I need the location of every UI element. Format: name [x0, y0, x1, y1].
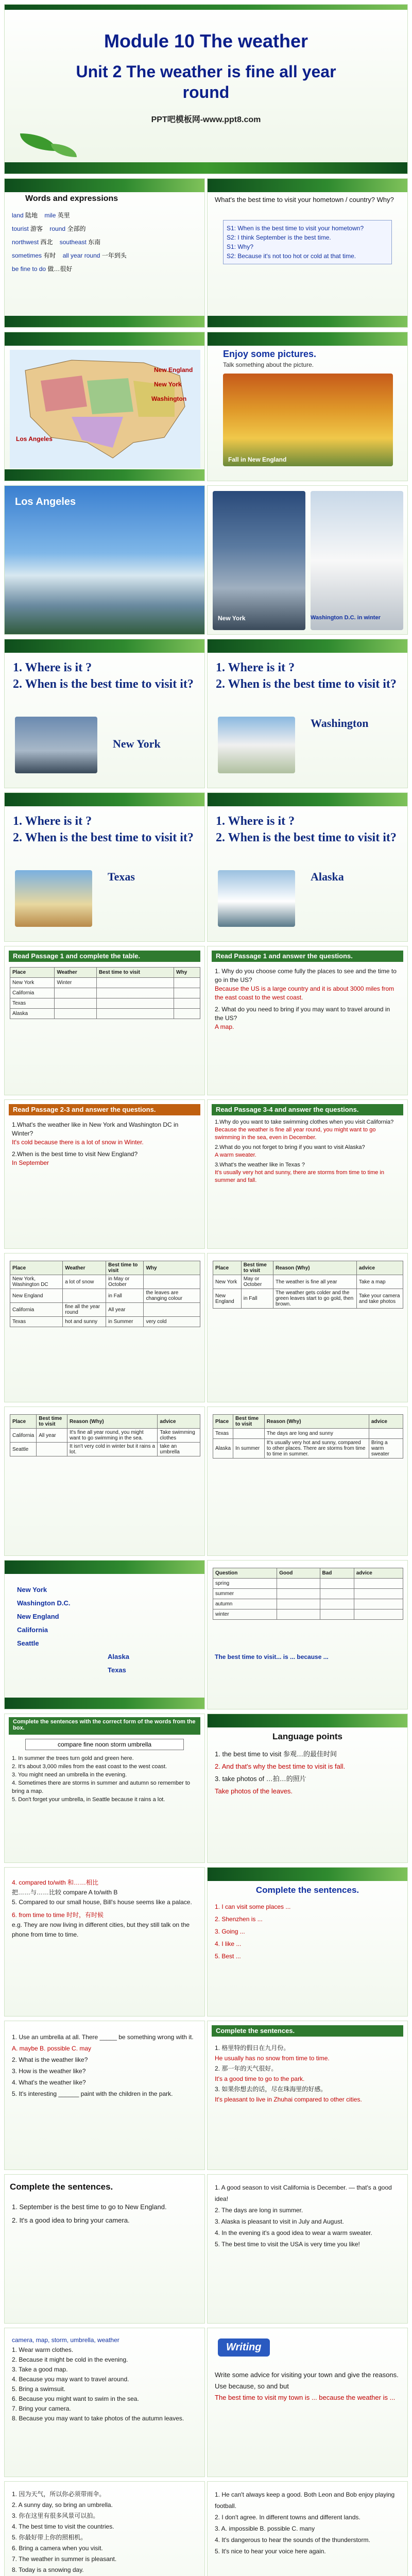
slide-complete-sentences-1: [207, 1867, 408, 2016]
slide-band: [208, 332, 407, 346]
leaf-decoration: [20, 133, 56, 151]
table-row: Texas hot and sunny in Summer very cold: [10, 1317, 200, 1327]
slide-summary-table-3: [4, 1406, 205, 1556]
advice-list: camera, map, storm, umbrella, weather 1. Wear warm clothes. 2. Because it might be cold in the evening. 3. Take a good map. 4. Because you may want to travel around. 5. Bring a swimsuit. 6. Because you might want to swim in the sea. 7. Bring your camera. 8. Because you may want to take photos of the autumn leaves.: [12, 2336, 184, 2422]
places-list: [17, 1583, 71, 1650]
table-footer: The best time to visit... is ... because ...: [215, 1653, 329, 1660]
exercise-list: 1. Use an umbrella at all. There _____ be something wrong with it. A. maybe B. possible C. may 2. What is the weather like? 3. How is the weather like? 4. What's the weather like? 5. It's interesting ______ paint with the children in the park.: [12, 2033, 194, 2097]
slide-band: [208, 793, 407, 806]
slide-fill-in: [207, 2174, 408, 2324]
slide-complete-sentences-3: [4, 2174, 205, 2324]
slide-subtitle: Unit 2 The weather is fine all year round: [76, 62, 336, 101]
dialog-line: S1: Why?: [227, 243, 254, 250]
slide-band: [5, 332, 204, 346]
language-list: 1. the best time to visit 参观…的最佳时间 2. And that's why the best time to visit is fall. 3. take photos of …拍…的照片 Take photos of the leaves.: [215, 1750, 346, 1795]
ny-skyline-photo: [15, 717, 97, 773]
qa-block: [215, 967, 400, 1031]
col-header: Weather: [55, 968, 96, 978]
answer-caption: Washington: [311, 717, 369, 730]
answer-caption: Alaska: [311, 870, 344, 883]
vocab-heading: Words and expressions: [25, 194, 118, 203]
season-table: Question Good Bad advice spring summer autumn winter: [213, 1568, 403, 1620]
slide-band: [5, 793, 204, 806]
exercise-list: 1. He can't always keep a good. Both Leon and Bob enjoy playing football. 2. I don't agree. In different towns and different lands. 3. A. impossible B. possible C. many 4. It's dangerous to hear the sounds of the thunderstorm. 5. It's nice to hear your voice here again.: [215, 2491, 395, 2555]
slide-vocabulary: [4, 178, 205, 328]
translation-list: 1. 因为天气，所以你必须带雨伞。 2. A sunny day, so bring an umbrella. 3. 你在这里有很多风景可以拍。 4. The best time to visit the countries. 5. 你最好带上你的照相机。 6. Bring a camera when you visit. 7. The weather in summer is pleasant. 8. Today is a snowing day.: [12, 2490, 117, 2573]
question-2: 2. When is the best time to visit it?: [216, 831, 397, 844]
vocab-list: [12, 209, 197, 276]
question-1: 1. Where is it ?: [216, 815, 295, 828]
table-row: spring: [213, 1579, 403, 1589]
slide-title: Module 10 The weather: [104, 30, 308, 52]
answer-caption: Texas: [108, 870, 135, 883]
slide-q-washington: [207, 639, 408, 788]
table-row: Seattle It isn't very cold in winter but it rains a lot. take an umbrella: [10, 1443, 200, 1456]
slide-band: [5, 179, 204, 192]
table-row: Alaska In summer It's usually very hot and sunny, compared to other places. There are storms from time to time in summer. Bring a warm sweater: [213, 1439, 403, 1459]
slide-pictures: [207, 332, 408, 481]
map-label-new-york: New York: [154, 381, 182, 388]
table-row: Alaska: [10, 1009, 200, 1019]
photo-caption: Los Angeles: [15, 496, 76, 507]
question-1: 1. Where is it ?: [216, 661, 295, 674]
task-banner: Complete the sentences with the correct form of the words from the box.: [9, 1717, 200, 1735]
map-state: [41, 376, 87, 412]
slide-band: [5, 469, 204, 481]
table-row: winter: [213, 1609, 403, 1620]
table-row: California fine all the year round All year: [10, 1303, 200, 1317]
table-row: New England in Fall The weather gets colder and the green leaves start to go gold, then brown. Take your camera and take photos: [213, 1289, 403, 1309]
slide-exercise-2: [207, 2481, 408, 2576]
question-line: 3.What's the weather like in Texas ?: [215, 1162, 305, 1168]
slide-band: [5, 639, 204, 653]
task-banner: Read Passage 2-3 and answer the questions.: [9, 1104, 200, 1115]
alaska-photo: [218, 870, 295, 927]
section-banner: Complete the sentences.: [212, 2025, 403, 2037]
vocab-row: sometimes 有时 all year round 一年到头: [12, 252, 127, 259]
photo-caption: Fall in New England: [228, 456, 287, 463]
autumn-photo: [223, 374, 393, 466]
slide-summary-table-4: [207, 1406, 408, 1556]
washington-caption: Washington D.C. in winter: [311, 615, 381, 621]
title-slide: [4, 4, 408, 174]
discussion-heading: What's the best time to visit your hometown / country? Why?: [215, 196, 394, 204]
vocab-row: tourist 游客 round 全部的: [12, 225, 86, 232]
slide-places-list: [4, 1560, 205, 1709]
summary-table: Place Best time to visit Reason (Why) advice Texas The days are long and sunny Alaska In summer It's usually very hot and sunny, compared to other places. There are storms from time to time in summer. Bring a warm sweater: [213, 1414, 403, 1459]
question-2: 2. When is the best time to visit it?: [216, 677, 397, 691]
writing-text: Write some advice for visiting your town and give the reasons. Use because, so and but The best time to visit my town is ... because the weather is ...: [215, 2371, 399, 2401]
site-watermark: PPT吧模板网-www.ppt8.com: [151, 115, 261, 124]
dialog-line: S1: When is the best time to visit your hometown?: [227, 225, 364, 232]
weather-table: [10, 967, 200, 1019]
map-state: [87, 378, 133, 414]
list-item: Texas: [108, 1666, 126, 1674]
table-row: autumn: [213, 1599, 403, 1609]
answer-line: A warm sweater.: [215, 1152, 256, 1158]
slide-advice-list: [4, 2328, 205, 2477]
vocab-row: be fine to do 做…很好: [12, 265, 73, 273]
dialog-box: [223, 220, 392, 264]
question-line: 2. What do you need to bring if you may want to travel around in the US?: [215, 1006, 390, 1022]
table-row: New York May or October The weather is fine all year Take a map: [213, 1275, 403, 1289]
slide-band: [208, 179, 407, 192]
vocab-row: northwest 西北 southeast 东南: [12, 239, 101, 246]
vocab-row: land 陆地 mile 英里: [12, 212, 70, 219]
dialog-line: S2: Because it's not too hot or cold at that time.: [227, 252, 356, 260]
list-item: New York: [17, 1586, 47, 1594]
slide-los-angeles: [4, 485, 205, 635]
language-heading: Language points: [272, 1732, 342, 1741]
answer-line: In September: [12, 1159, 49, 1166]
summary-table: Place Best time to visit Reason (Why) advice California All year It's fine all year round, you might want to go swimming in the sea. Take swimming clothes Seattle It isn't very cold in winter but it rains a lot. take an umbrella: [10, 1414, 200, 1456]
answer-line: It's usually very hot and sunny, there are storms from time to time in summer and fall.: [215, 1170, 384, 1183]
task-banner: Read Passage 3-4 and answer the questions.: [212, 1104, 403, 1115]
slide-complete-sentences-2: [207, 2021, 408, 2170]
pictures-sub: Talk something about the picture.: [223, 361, 314, 368]
ny-caption: New York: [218, 615, 246, 622]
question-line: 1. Why do you choose come fully the places to see and the time to go in the US?: [215, 968, 397, 984]
answer-caption: New York: [113, 737, 161, 750]
slide-summary-table-1: [4, 1253, 205, 1402]
leaf-decoration: [51, 144, 77, 157]
slide-compared-to: [4, 1867, 205, 2016]
table-row: New York, Washington DC a lot of snow in May or October: [10, 1275, 200, 1289]
task-banner: Read Passage 1 and answer the questions.: [212, 951, 403, 962]
section-heading: Complete the sentences.: [10, 2182, 113, 2192]
slide-passage1-questions: [207, 946, 408, 1095]
answer-line: A map.: [215, 1023, 234, 1030]
sentence-list: 1. September is the best time to go to New England. 2. It's a good idea to bring your camera.: [12, 2203, 167, 2224]
ny-photo: [213, 491, 305, 630]
slide-season-table: [207, 1560, 408, 1709]
sentence-list: 1. In summer the trees turn gold and green here. 2. It's about 3,000 miles from the east coast to the west coast. 3. You might need an umbrella in the evening. 4. Sometimes there are storms in summer and autumn so remember to bring a map. 5. Don't forget your umbrella, in Seattle because it rains a lot.: [12, 1755, 191, 1803]
slide-band: [208, 1868, 407, 1881]
col-header: Why: [174, 968, 200, 978]
pictures-heading: Enjoy some pictures.: [223, 349, 317, 359]
question-line: 2.When is the best time to visit New England?: [12, 1150, 138, 1158]
slide-band: [208, 639, 407, 653]
question-1: 1. Where is it ?: [13, 815, 92, 828]
slide-translation: [4, 2481, 205, 2576]
table-row: California All year It's fine all year round, you might want to go swimming in the sea. Take swimming clothes: [10, 1429, 200, 1443]
answer-line: Because the weather is fine all year round, you might want to go swimming in the sea, even in December.: [215, 1127, 376, 1141]
slide-band: [5, 1561, 204, 1574]
qa-block: [215, 1118, 400, 1184]
question-2: 2. When is the best time to visit it?: [13, 831, 194, 844]
list-item: California: [17, 1626, 48, 1634]
list-item: New England: [17, 1613, 59, 1620]
slide-summary-table-2: [207, 1253, 408, 1402]
col-header: Best time to visit: [96, 968, 174, 978]
writing-badge: Writing: [218, 2338, 270, 2357]
slide-writing: [207, 2328, 408, 2477]
question-line: 2.What do you not forget to bring if you want to visit Alaska?: [215, 1144, 365, 1150]
slide-band: [5, 1698, 204, 1709]
slide-band: [5, 316, 204, 327]
washington-photo: [311, 491, 403, 630]
sentence-list: 1. A good season to visit California is December. — that's a good idea! 2. The days are long in summer. 3. Alaska is pleasant to visit in July and August. 4. In the evening it's a good idea to wear a warm sweater. 5. The best time to visit the USA is very time you like!: [215, 2184, 392, 2248]
slide-exercise-1: [4, 2021, 205, 2170]
list-item: Washington D.C.: [17, 1599, 71, 1607]
slide-language-points: [207, 1714, 408, 1863]
section-heading: Complete the sentences.: [255, 1885, 359, 1895]
list-item: Seattle: [17, 1639, 39, 1647]
question-line: 1.What's the weather like in New York and Washington DC in Winter?: [12, 1121, 179, 1137]
slide-table-task: [4, 946, 205, 1095]
slide-word-box: [4, 1714, 205, 1863]
sentence-list: 1. I can visit some places ... 2. Shenzhen is ... 3. Going ... 4. I like ... 5. Best ...: [215, 1903, 291, 1960]
answer-line: It's cold because there is a lot of snow in Winter.: [12, 1139, 144, 1146]
table-row: New York Winter: [10, 978, 200, 988]
slide-q-alaska: [207, 792, 408, 942]
slide-passage3-questions: [207, 1099, 408, 1249]
la-photo: [5, 486, 205, 635]
slide-passage2-questions: [4, 1099, 205, 1249]
slide-band: [208, 1714, 407, 1727]
table-row: California: [10, 988, 200, 998]
slide-discussion: [207, 178, 408, 328]
task-banner: Read Passage 1 and complete the table.: [9, 951, 200, 962]
table-row: summer: [213, 1589, 403, 1599]
map-label-washington: Washington: [151, 395, 187, 402]
question-2: 2. When is the best time to visit it?: [13, 677, 194, 691]
answer-line: Because the US is a large country and it is about 3000 miles from the east coast to the west coast.: [215, 985, 394, 1001]
slide-us-map: [4, 332, 205, 481]
dialog-line: S2: I think September is the best time.: [227, 234, 331, 241]
question-1: 1. Where is it ?: [13, 661, 92, 674]
map-label-los-angeles: Los Angeles: [16, 435, 53, 443]
word-box: compare fine noon storm umbrella: [25, 1739, 184, 1750]
slide-ny-washington: [207, 485, 408, 635]
texas-photo: [15, 870, 92, 927]
sentence-list: 1. 格里特的假日在九月份。 He usually has no snow from time to time. 2. 那一年的天气很好。 It's a good time to go to the park. 3. 如果你想去的话，尽在珠海里的好感。 It's pleasant to live in Zhuhai compared to other cities.: [215, 2044, 362, 2103]
capitol-photo: [218, 717, 295, 773]
slide-q-new-york: [4, 639, 205, 788]
summary-table: Place Best time to visit Reason (Why) advice New York May or October The weather is fine all year Take a map New England in Fall The weather gets colder and the green leaves start to go gold, then brown. Take your camera and take photos: [213, 1261, 403, 1309]
title-band: [5, 5, 407, 10]
table-row: Texas: [10, 998, 200, 1009]
map-label-new-england: New England: [154, 366, 193, 374]
slide-band: [208, 316, 407, 327]
slide-q-texas: [4, 792, 205, 942]
question-line: 1.Why do you want to take swimming clothes when you visit California?: [215, 1119, 394, 1125]
col-header: Place: [10, 968, 55, 978]
list-item: Alaska: [108, 1653, 129, 1660]
table-row: Texas The days are long and sunny: [213, 1429, 403, 1439]
qa-block: [12, 1121, 197, 1167]
table-row: New England in Fall the leaves are changing colour: [10, 1289, 200, 1303]
grammar-notes: 4. compared to/with 和……相比 把……与……比较 compare A to/with B 5. Compared to our small house, Bill's house seems like a palace. 6. from time to time 时时，有时候 e.g. They are now living in different cities, but they still talk on the phone from time to time.: [12, 1879, 192, 1938]
places-list-right: [108, 1650, 129, 1677]
summary-table: Place Weather Best time to visit Why New York, Washington DC a lot of snow in May or October New England in Fall the leaves are changing colour California fine all the year round All year Texas hot and sunny in Summer very cold: [10, 1261, 200, 1327]
grass-strip: [5, 162, 407, 174]
